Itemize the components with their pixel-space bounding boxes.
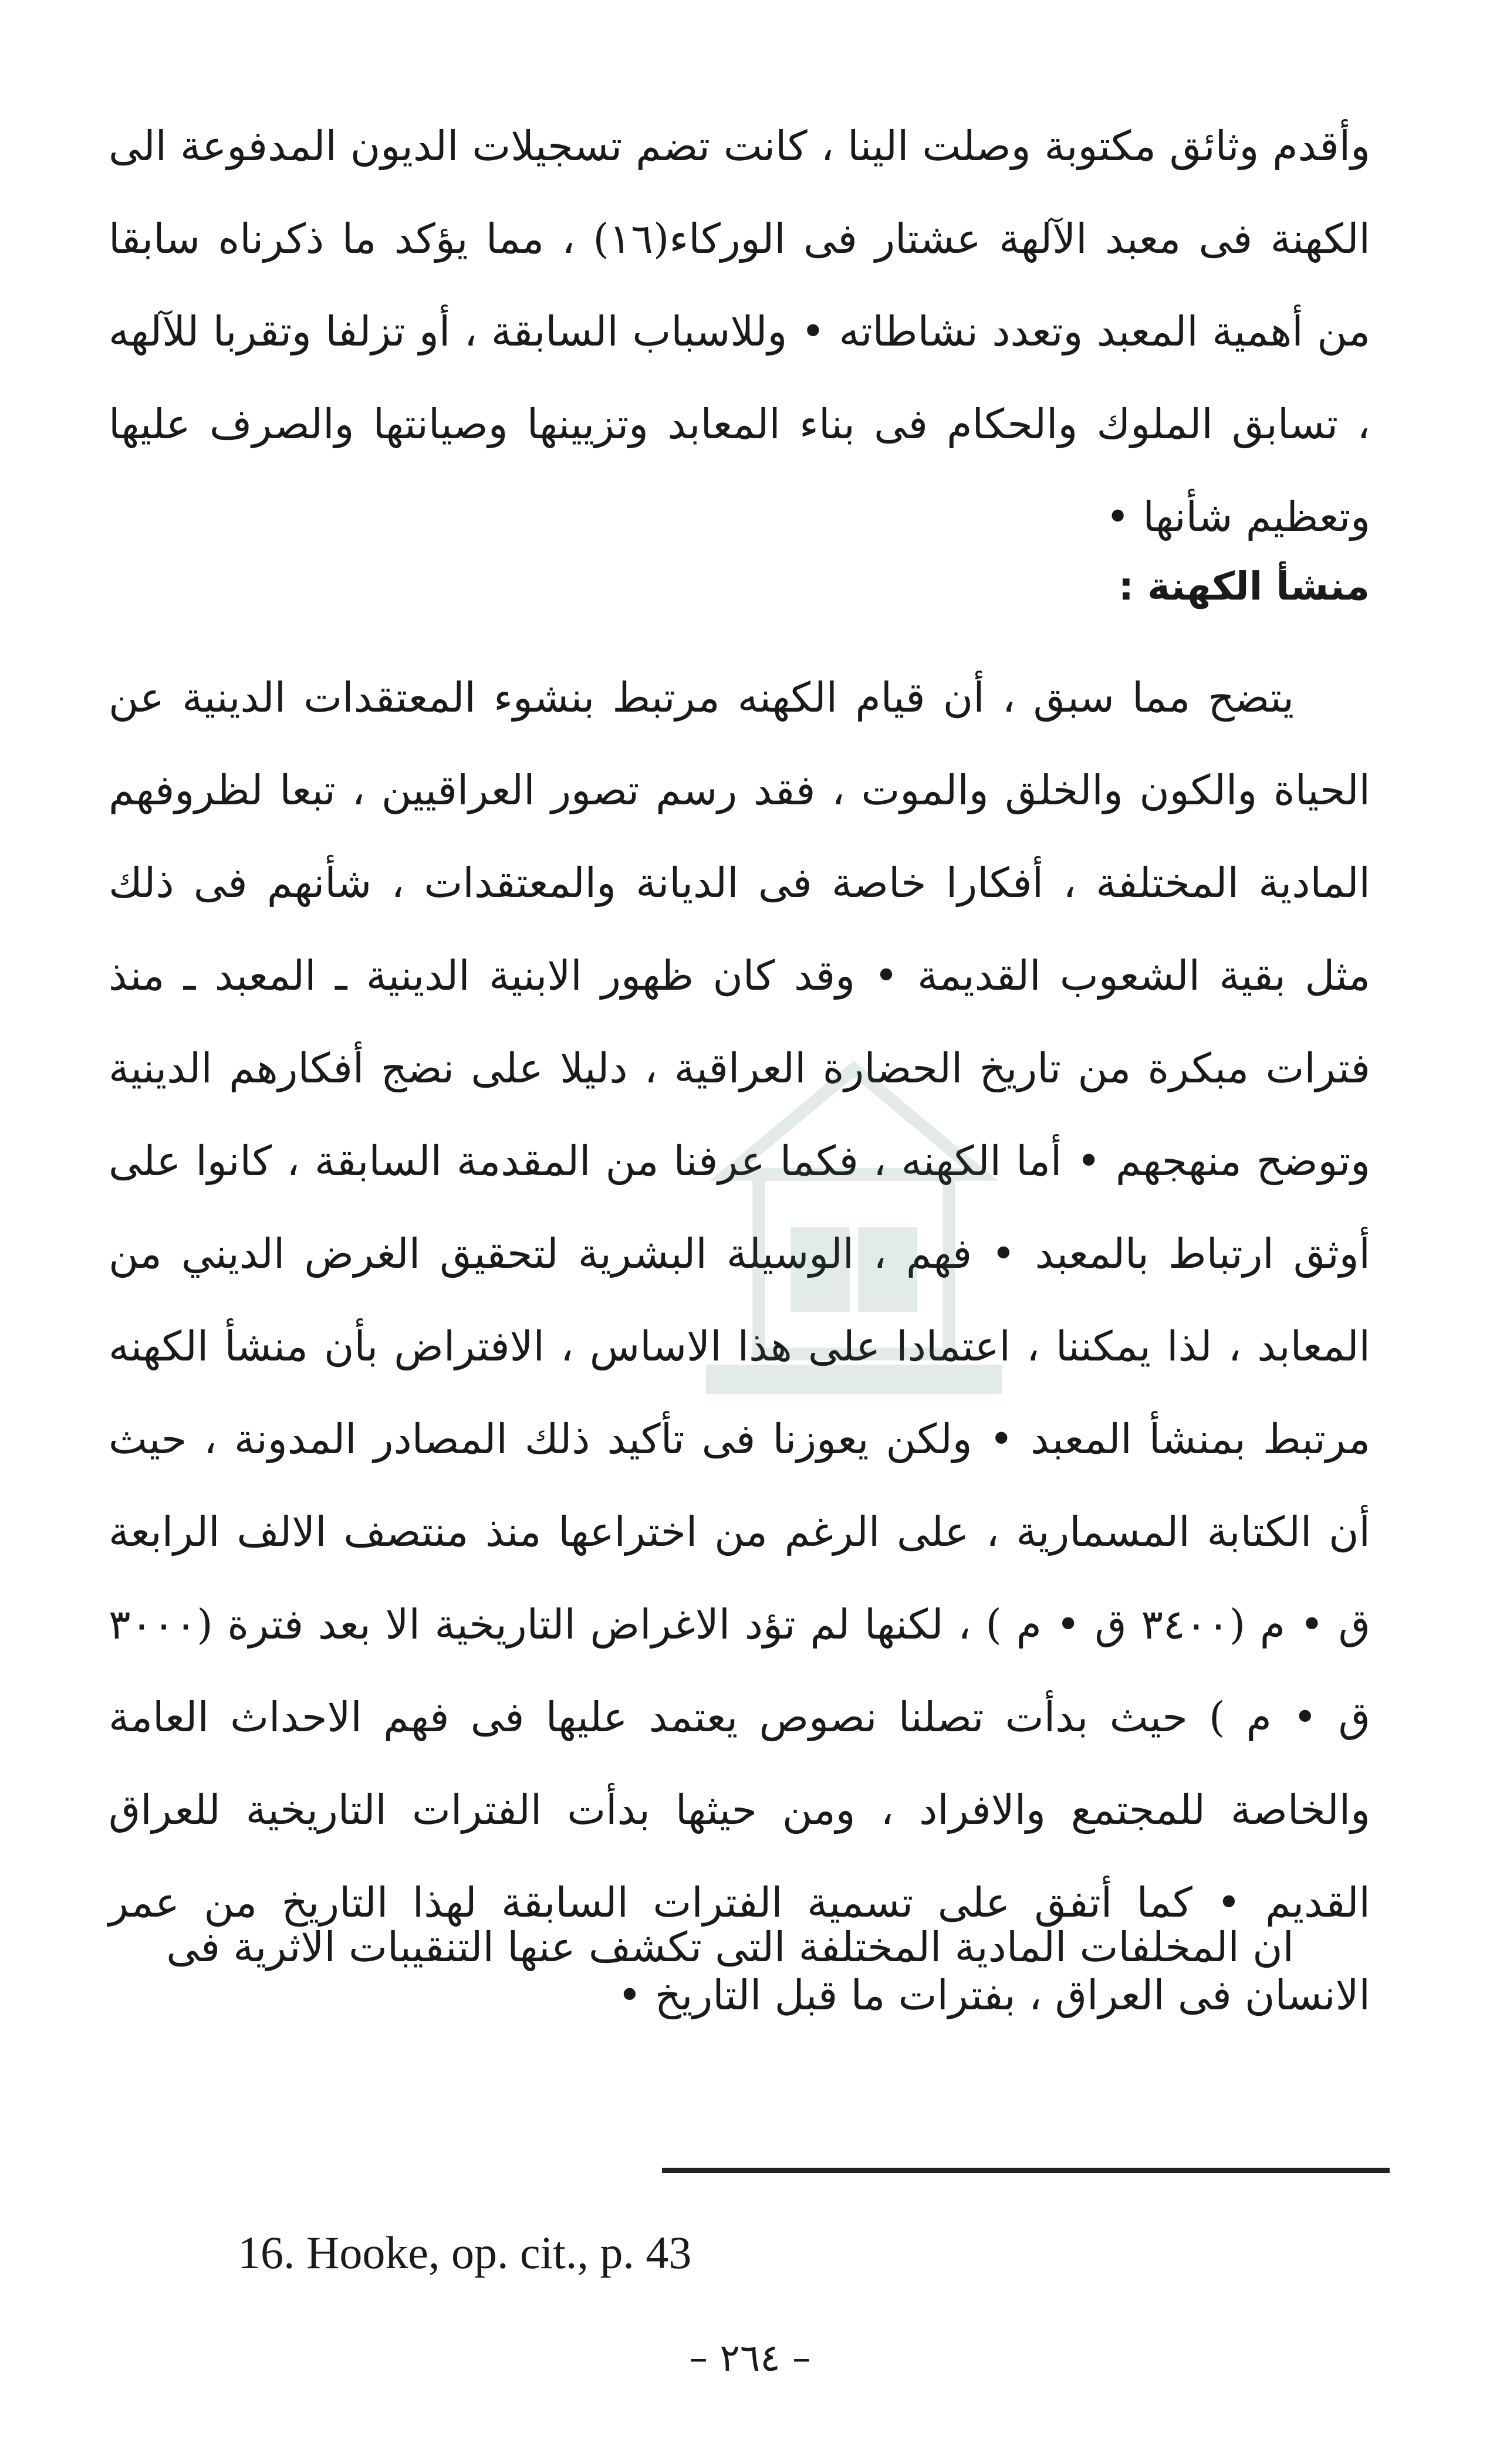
footnote-divider <box>662 2168 1390 2173</box>
paragraph-2: يتضح مما سبق ، أن قيام الكهنه مرتبط بنشوء المعتقدات الدينية عن الحياة والكون والخلق والموت ، فقد رسم تصور العراقيين ، تبعا لظروفهم المادية المختلفة ، أفكارا خاصة فى الديانة والمعتقدات ، شأنهم فى ذلك مثل بقية الشعوب القديمة • وقد كان ظهور الابنية الدينية ـ المعبد ـ منذ فترات مبكرة من تاريخ الحضارة العراقية ، دليلا على نضج أفكارهم الدينية وتوضح منهجهم • أما الكهنه ، فكما عرفنا من المقدمة السابقة ، كانوا على أوثق ارتباط بالمعبد • فهم ، الوسيلة البشرية لتحقيق الغرض الديني من المعابد ، لذا يمكننا ، اعتمادا على هذا الاساس ، الافتراض بأن منشأ الكهنه مرتبط بمنشأ المعبد • ولكن يعوزنا فى تأكيد ذلك المصادر المدونة ، حيث أن الكتابة المسمارية ، على الرغم من اختراعها منذ منتصف الالف الرابعة ق • م (٣٤٠٠ ق • م ) ، لكنها لم تؤد الاغراض التاريخية الا بعد فترة (٣٠٠٠ ق • م ) حيث بدأت تصلنا نصوص يعتمد عليها فى فهم الاحداث العامة والخاصة للمجتمع والافراد ، ومن حيثها بدأت الفترات التاريخية للعراق القديم • كما أتفق على تسمية الفترات السابقة لهذا التاريخ من عمر الانسان فى العراق ، بفترات ما قبل التاريخ • <box>109 673 1370 2019</box>
paragraph-3: ان المخلفات المادية المختلفة التى تكشف عنها التنقيبات الاثرية فى <box>166 1923 1294 1971</box>
section-heading: منشأ الكهنة : <box>1118 564 1370 609</box>
page-number: – ٢٦٤ – <box>689 2337 811 2380</box>
footnote: 16. Hooke, op. cit., p. 43 <box>238 2227 692 2278</box>
paragraph-1: وأقدم وثائق مكتوبة وصلت الينا ، كانت تضم تسجيلات الديون المدفوعة الى الكهنة فى معبد الآلهة عشتار فى الوركاء(١٦) ، مما يؤكد ما ذكرناه سابقا من أهمية المعبد وتعدد نشاطاته • وللاسباب السابقة ، أو تزلفا وتقربا للآلهه ، تسابق الملوك والحكام فى بناء المعابد وتزيينها وصيانتها والصرف عليها وتعظيم شأنها • <box>109 122 1370 541</box>
